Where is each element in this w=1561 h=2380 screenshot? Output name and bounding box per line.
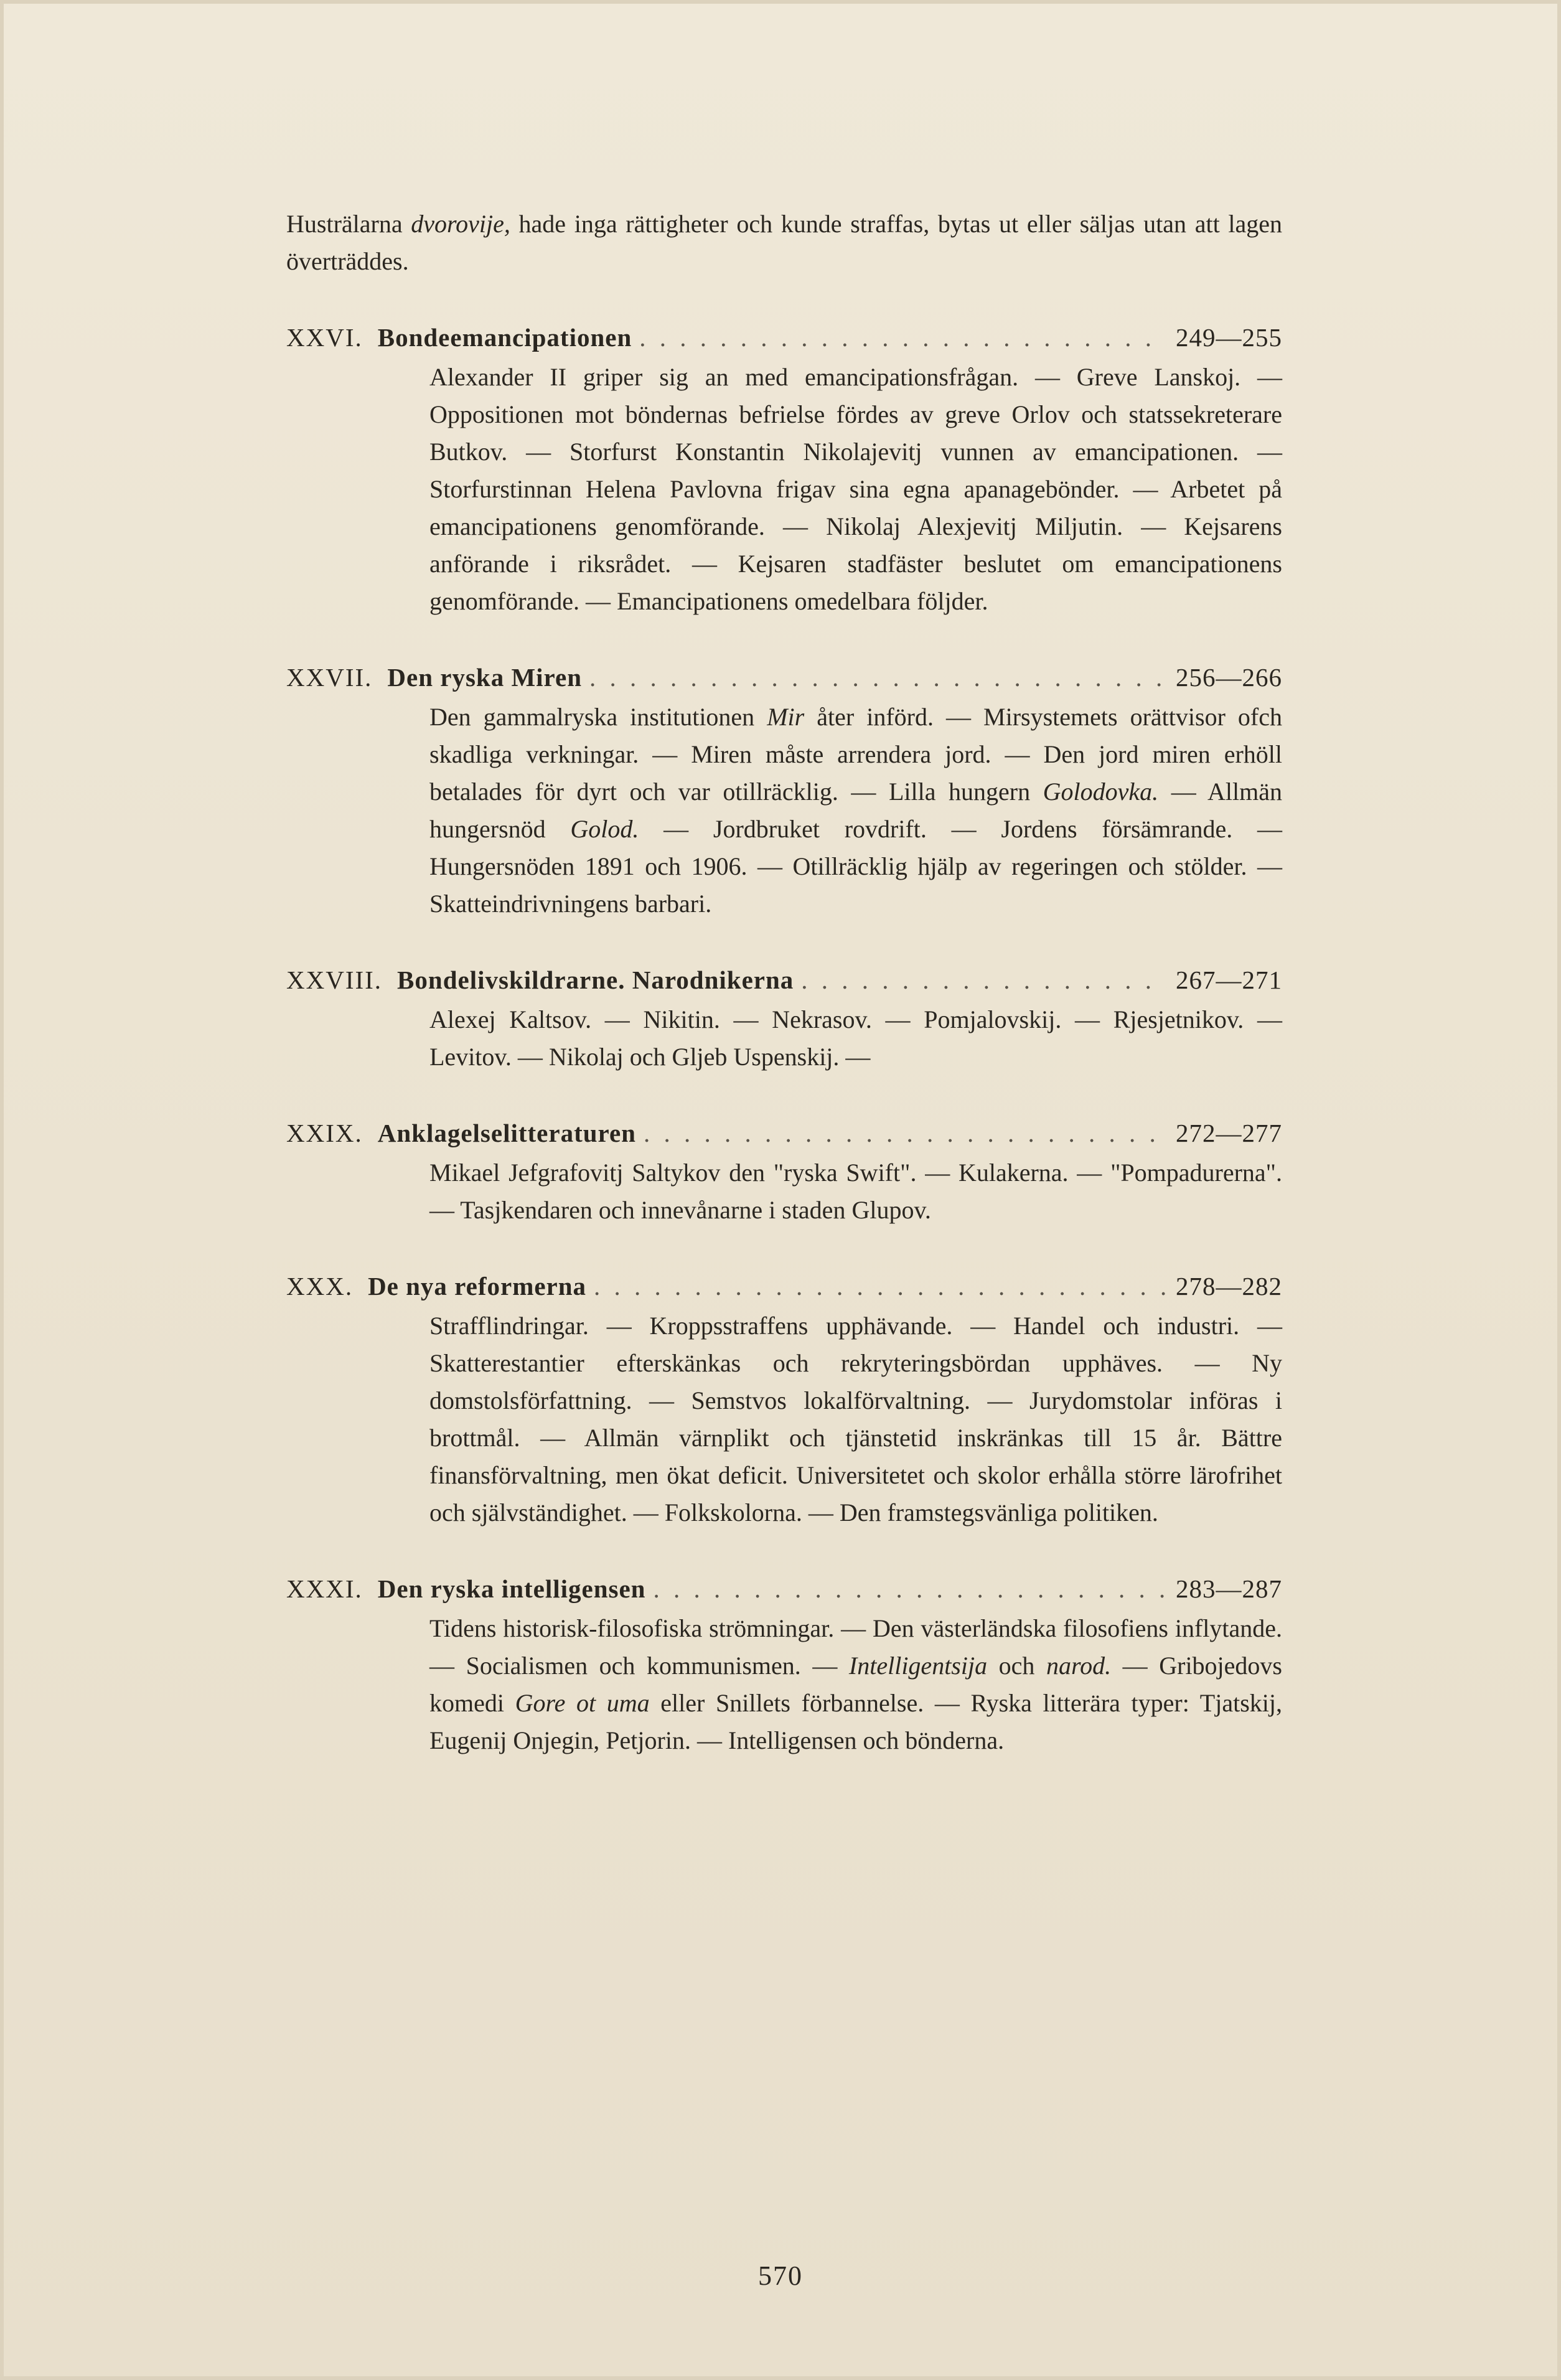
- chapter-heading: [286, 1114, 1282, 1152]
- chapter-entry: [286, 1268, 1282, 1531]
- chapter-heading: [286, 961, 1282, 999]
- intro-text-start: Husträlarna: [286, 210, 411, 238]
- chapter-pages: 267—271: [1176, 966, 1282, 994]
- dot-leader: [594, 1268, 1167, 1305]
- chapter-heading: [286, 1268, 1282, 1305]
- summary-italic-term: Intelligentsija: [848, 1652, 988, 1680]
- dot-leader: [639, 319, 1167, 356]
- summary-italic-term: narod.: [1046, 1652, 1112, 1680]
- chapter-number: XXXI.: [286, 1574, 363, 1603]
- intro-italic-term: dvorovije,: [411, 210, 510, 238]
- summary-text: eller Snillets förbannelse. — Ryska litterära typer: Tjatskij, Eugenij Onjegin, Petjorin. — Intelligensen och bönderna.: [429, 1689, 1282, 1754]
- chapter-pages: 256—266: [1176, 663, 1282, 692]
- chapter-entry: [286, 1114, 1282, 1229]
- summary-italic-term: Golodovka.: [1043, 778, 1159, 806]
- summary-italic-term: Mir: [767, 703, 805, 731]
- summary-text: Mikael Jefgrafovitj Saltykov den "ryska Swift". — Kulakerna. — "Pompadurerna". — Tasjkendaren och innevånarne i staden Glupov.: [429, 1159, 1282, 1224]
- chapter-number: XXVII.: [286, 663, 373, 692]
- dot-leader: [801, 961, 1167, 999]
- chapter-summary: [429, 359, 1282, 620]
- chapter-heading: [286, 659, 1282, 696]
- page-number: 570: [758, 2260, 803, 2291]
- chapter-heading: [286, 1570, 1282, 1607]
- summary-text: — Jordbruket rovdrift. — Jordens försämrande. — Hungersnöden 1891 och 1906. — Otillräcklig hjälp av regeringen och stölder. — Skatteindrivningens barbari.: [429, 815, 1282, 918]
- summary-text: Strafflindringar. — Kroppsstraffens upphävande. — Handel och industri. — Skatterestantier efterskänkas och rekryteringsbördan upphäves. — Ny domstolsförfattning. — Semstvos lokalförvaltning. — Jurydomstolar införas i brottmål. — Allmän värnplikt och tjänstetid inskränkas till 15 år. Bättre finansförvaltning, men ökat deficit. Universitetet och skolor erhålla större lärofrihet och självständighet. — Folkskolorna. — Den framstegsvänliga politiken.: [429, 1312, 1282, 1526]
- chapter-entry: [286, 961, 1282, 1076]
- chapter-pages: 272—277: [1176, 1119, 1282, 1147]
- dot-leader: [644, 1114, 1167, 1152]
- chapter-heading: [286, 319, 1282, 356]
- table-of-contents: [286, 205, 1282, 1759]
- chapter-title: Bondelivskildrarne. Narodnikerna: [397, 966, 794, 994]
- chapter-title: Den ryska intelligensen: [377, 1574, 646, 1603]
- chapter-title: Anklagelselitteraturen: [377, 1119, 636, 1147]
- summary-text: Tidens historisk-filosofiska strömningar. — Den västerländska filosofiens inflytande. — Socialismen och kommunismen. —: [429, 1614, 1282, 1680]
- chapter-summary: [429, 1001, 1282, 1076]
- intro-paragraph: [286, 205, 1282, 280]
- intro-text-end: hade inga rättigheter och kunde straffas, bytas ut eller säljas utan att lagen överträddes.: [286, 210, 1282, 275]
- chapter-title: Bondeemancipationen: [377, 323, 632, 352]
- chapter-pages: 278—282: [1176, 1272, 1282, 1301]
- chapter-entry: [286, 1570, 1282, 1759]
- chapter-list: [286, 319, 1282, 1759]
- summary-text: och: [987, 1652, 1046, 1680]
- summary-text: åter införd. — Mirsystemets orättvisor ofch skadliga verkningar. — Miren måste arrendera jord. — Den jord miren erhöll betalades för dyrt och var otillräcklig. — Lilla hungern: [429, 703, 1282, 806]
- chapter-entry: [286, 319, 1282, 620]
- chapter-summary: [429, 1154, 1282, 1229]
- chapter-pages: 283—287: [1176, 1574, 1282, 1603]
- summary-text: — Gribojedovs komedi: [429, 1652, 1282, 1717]
- summary-italic-term: Golod.: [570, 815, 639, 843]
- chapter-title: De nya reformerna: [368, 1272, 587, 1301]
- summary-text: Alexander II griper sig an med emancipationsfrågan. — Greve Lanskoj. — Oppositionen mot böndernas befrielse fördes av greve Orlov och statssekreterare Butkov. — Storfurst Konstantin Nikolajevitj vunnen av emancipationen. — Storfurstinnan Helena Pavlovna frigav sina egna apanagebönder. — Arbetet på emancipationens genomförande. — Nikolaj Alexjevitj Miljutin. — Kejsarens anförande i riksrådet. — Kejsaren stadfäster beslutet om emancipationens genomförande. — Emancipationens omedelbara följder.: [429, 363, 1282, 615]
- chapter-summary: [429, 698, 1282, 923]
- summary-text: — Allmän hungersnöd: [429, 778, 1282, 843]
- chapter-title: Den ryska Miren: [387, 663, 583, 692]
- chapter-number: XXVIII.: [286, 966, 383, 994]
- chapter-number: XXX.: [286, 1272, 354, 1301]
- dot-leader: [589, 659, 1167, 696]
- chapter-number: XXVI.: [286, 323, 363, 352]
- chapter-summary: [429, 1307, 1282, 1531]
- chapter-number: XXIX.: [286, 1119, 363, 1147]
- summary-italic-term: Gore ot uma: [515, 1689, 650, 1717]
- chapter-summary: [429, 1610, 1282, 1759]
- summary-text: Alexej Kaltsov. — Nikitin. — Nekrasov. — Pomjalovskij. — Rjesjetnikov. — Levitov. — Nikolaj och Gljeb Uspenskij. —: [429, 1005, 1282, 1071]
- summary-text: Den gammalryska institutionen: [429, 703, 767, 731]
- chapter-entry: [286, 659, 1282, 923]
- chapter-pages: 249—255: [1176, 323, 1282, 352]
- dot-leader: [653, 1570, 1167, 1607]
